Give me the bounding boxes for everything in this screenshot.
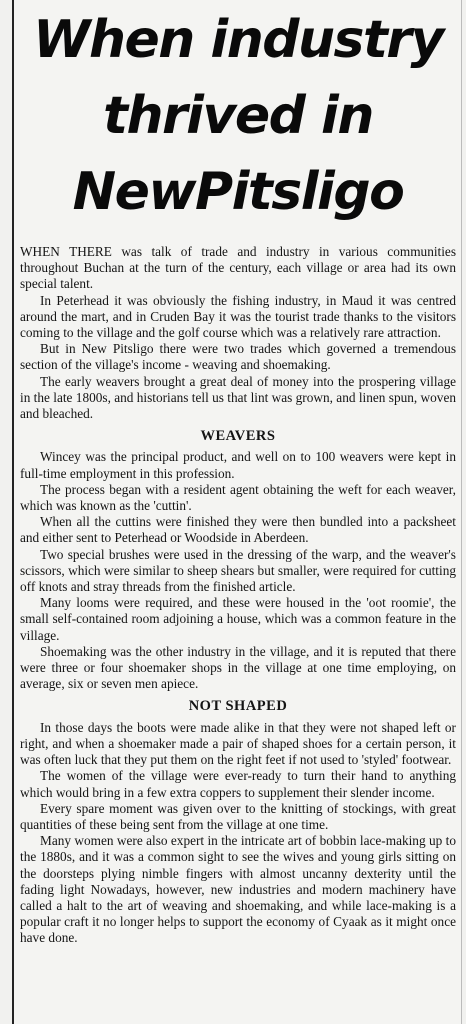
- intro-paragraph: But in New Pitsligo there were two trades which governed a tremendous section of the village's income - weaving and shoemaking.: [20, 341, 456, 373]
- body-paragraph: When all the cuttins were finished they were then bundled into a packsheet and either sent to Peterhead or Woodside in Aberdeen.: [20, 514, 456, 546]
- article-body: [20, 244, 456, 947]
- body-paragraph: The women of the village were ever-ready to turn their hand to anything which would bring in a few extra coppers to supplement their slender income.: [20, 768, 456, 800]
- intro-paragraph: WHEN THERE was talk of trade and industry in various communities throughout Buchan at the turn of the century, each village or area had its own special talent.: [20, 244, 456, 292]
- body-paragraph: Many women were also expert in the intricate art of bobbin lace-making up to the 1880s, and it was a common sight to see the wives and young girls sitting on the doorsteps plying nimble fingers with almost uncanny dexterity until the fading light Nowadays, however, new industries and modern machinery have called a halt to the art of weaving and shoemaking, and while lace-making is a popular craft it no longer helps to support the economy of Cyaak as it might once have done.: [20, 833, 456, 946]
- body-paragraph: The process began with a resident agent obtaining the weft for each weaver, which was known as the 'cuttin'.: [20, 481, 456, 514]
- body-paragraph: Shoemaking was the other industry in the village, and it is reputed that there were three or four shoemaker shops in the village at one time employing, on average, six or seven men apiece.: [20, 643, 456, 692]
- body-paragraph: Wincey was the principal product, and well on to 100 weavers were kept in full-time employment in this profession.: [20, 449, 456, 481]
- headline-line: NewPitsligo: [72, 162, 404, 222]
- body-paragraph: Every spare moment was given over to the knitting of stockings, with great quantities of these being sent from the village at one time.: [20, 800, 456, 832]
- intro-paragraph: The early weavers brought a great deal of money into the prospering village in the late 1800s, and historians tell us that lint was grown, and linen spun, woven and bleached.: [20, 373, 456, 422]
- body-paragraph: Many looms were required, and these were housed in the 'oot roomie', the small self-contained room adjoining a house, which was a common feature in the village.: [20, 595, 456, 643]
- body-paragraph: Two special brushes were used in the dressing of the warp, and the weaver's scissors, which were similar to sheep shears but smaller, were required for cutting off knots and stray threads from the finished article.: [20, 546, 456, 595]
- headline-line: When industry: [33, 10, 443, 70]
- intro-paragraph: In Peterhead it was obviously the fishing industry, in Maud it was centred around the mart, and in Cruden Bay it was the tourist trade thanks to the visitors coming to the village and the golf course which was a relatively rare attraction.: [20, 292, 456, 341]
- section-heading-weavers: WEAVERS: [200, 428, 276, 445]
- section-heading-not-shaped: NOT SHAPED: [188, 698, 288, 715]
- body-paragraph: In those days the boots were made alike in that they were not shaped left or right, and when a shoemaker made a pair of shaped shoes for a certain person, it was often luck that they put them on the right feet if not used to 'styled' footwear.: [20, 719, 456, 768]
- headline-line: thrived in: [103, 86, 373, 146]
- article-headline: [14, 2, 462, 230]
